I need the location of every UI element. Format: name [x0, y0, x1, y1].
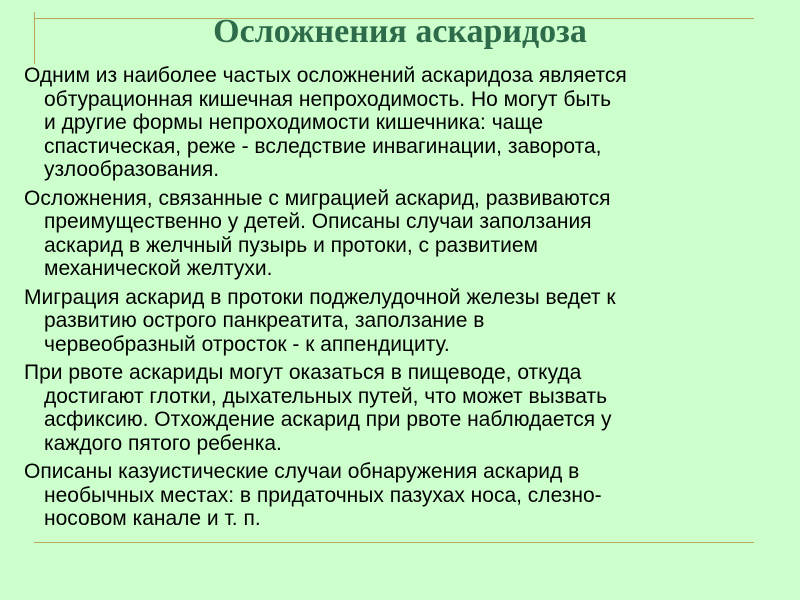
paragraph-pancreatitis — [24, 286, 794, 357]
paragraph-line: узлообразования. — [44, 158, 220, 181]
paragraph-line: червеобразный отросток - к аппендициту. — [44, 332, 450, 356]
paragraph-line: механической желтухи. — [44, 257, 273, 280]
paragraph-line: Осложнения, связанные с миграцией аскарид, развиваются — [24, 186, 611, 210]
paragraph-line: Миграция аскарид в протоки поджелудочной железы ведет к — [24, 285, 616, 309]
paragraph-line: асфиксию. Отхождение аскарид при рвоте наблюдается у — [44, 408, 612, 431]
paragraph-line: Одним из наиболее частых осложнений аскаридоза является — [24, 64, 627, 87]
paragraph-line: и другие формы непроходимости кишечника: чаще — [44, 111, 544, 134]
paragraph-line: обтурационная кишечная непроходимость. Но могут быть — [44, 87, 612, 111]
paragraph-line: каждого пятого ребенка. — [44, 431, 282, 455]
slide-title: Осложнения аскаридоза — [213, 13, 587, 50]
paragraph-line: развитию острого панкреатита, заползание в — [44, 309, 485, 332]
paragraph-intestinal-obstruction — [24, 64, 794, 182]
paragraph-line: преимущественно у детей. Описаны случаи заползания — [44, 210, 592, 233]
paragraph-line: Описаны казуистические случаи обнаружения аскарид в — [24, 460, 580, 483]
paragraph-line: носовом канале и т. п. — [44, 507, 261, 530]
paragraph-line: достигают глотки, дыхательных путей, что может вызвать — [44, 384, 608, 408]
decorative-bottom-rule — [34, 542, 754, 543]
paragraph-vomiting — [24, 361, 794, 455]
paragraph-line: необычных местах: в придаточных пазухах носа, слезно- — [44, 483, 602, 507]
paragraph-line: аскарид в желчный пузырь и протоки, с развитием — [44, 233, 538, 257]
slide-body — [24, 64, 794, 536]
paragraph-line: При рвоте аскариды могут оказаться в пищеводе, откуда — [24, 361, 582, 384]
paragraph-casuistic — [24, 460, 794, 531]
paragraph-migration — [24, 187, 794, 281]
paragraph-line: спастическая, реже - вследствие инвагинации, заворота, — [44, 134, 602, 158]
